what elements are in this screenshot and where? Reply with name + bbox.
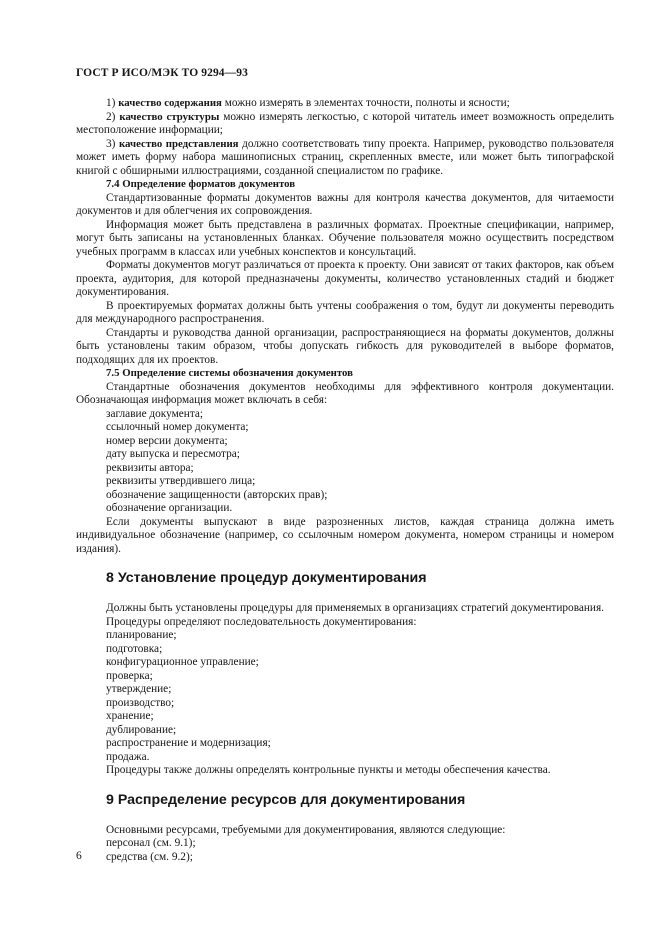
list-item: реквизиты автора; [106, 461, 194, 474]
section-title-9: 9 Распределение ресурсов для документирования [106, 791, 466, 808]
term: качество структуры [119, 110, 220, 123]
paragraph: Стандарты и руководства данной организации, распространяющиеся на форматы документов, должны быть установлены таким образом, чтобы допускать гибкость для руководителей в выборе форматов, подходящих для их проектов. [76, 326, 614, 366]
list-item: утверждение; [106, 683, 172, 695]
list-item: конфигурационное управление; [106, 656, 259, 668]
paragraph: Стандартизованные форматы документов важны для контроля качества документов, для читаемости документов и для облегчения их сопровождения. [76, 191, 614, 217]
list-item: средства (см. 9.2); [106, 850, 193, 863]
list-item: обозначение защищенности (авторских прав); [106, 488, 328, 501]
list-item: распространение и модернизация; [106, 737, 271, 749]
running-header: ГОСТ Р ИСО/МЭК ТО 9294—93 [76, 67, 248, 79]
paragraph: Процедуры также должны определять контрольные пункты и методы обеспечения качества. [106, 764, 551, 776]
term: качество представления [119, 137, 239, 150]
list-item: ссылочный номер документа; [106, 421, 249, 433]
section-title-8: 8 Установление процедур документирования [106, 570, 427, 586]
spacer [76, 778, 614, 792]
paragraph: Если документы выпускают в виде разрозненных листов, каждая страница должна иметь индивидуальное обозначение (например, со ссылочным номером документа, номером страницы и номером издания). [76, 515, 614, 555]
spacer [76, 556, 614, 570]
list-item: продажа. [106, 750, 150, 763]
spacer [76, 809, 614, 824]
paragraph: Форматы документов могут различаться от проекта к проекту. Они зависят от таких факторов, как объем проекта, аудитория, для которой предназначены документы, количество установленных стадий и бюджет документирования. [76, 259, 614, 298]
list-item-quality-structure: 2) качество структуры можно измерять легкостью, с которой читатель имеет возможность определить местоположение информации; [76, 110, 614, 136]
subsection-title-7-5: 7.5 Определение системы обозначения документов [106, 367, 354, 379]
spacer [76, 587, 614, 602]
paragraph: Процедуры определяют последовательность документирования: [106, 615, 417, 628]
subsection-title-7-4: 7.4 Определение форматов документов [106, 178, 296, 190]
list-item: заглавие документа; [106, 407, 204, 420]
page-body [76, 97, 614, 864]
list-item: планирование; [106, 629, 177, 641]
list-item-quality-content: 1) качество содержания можно измерять в элементах точности, полноты и ясности; [106, 97, 510, 109]
paragraph: Информация может быть представлена в различных форматах. Проектные спецификации, например, могут быть записаны на установленных бланках. Обучение пользователя можно осуществить посредством учебных программ в классах или учебных конспектов и консультаций. [76, 218, 614, 258]
list-item: обозначение организации. [106, 502, 233, 514]
list-item: дату выпуска и пересмотра; [106, 448, 240, 460]
page-number: 6 [76, 850, 82, 862]
list-item: хранение; [106, 710, 154, 722]
paragraph: Основными ресурсами, требуемыми для документирования, являются следующие: [106, 823, 506, 836]
list-item: реквизиты утвердившего лица; [106, 475, 256, 487]
list-item: дублирование; [106, 723, 177, 736]
paragraph: Должны быть установлены процедуры для применяемых в организациях стратегий документирования. [106, 602, 605, 614]
list-item: номер версии документа; [106, 434, 228, 447]
list-item-quality-presentation: 3) качество представления должно соответствовать типу проекта. Например, руководство пользователя может иметь форму набора машинописных страниц, скрепленных вместе, или может быть типографской книгой с обширными иллюстрациями, созданной специалистом по графике. [76, 137, 615, 177]
list-item: персонал (см. 9.1); [106, 837, 196, 849]
list-item: производство; [106, 696, 175, 709]
list-item: подготовка; [106, 642, 163, 655]
paragraph: Стандартные обозначения документов необходимы для эффективного контроля документации. Обозначающая информация может включать в себя: [76, 380, 614, 406]
paragraph: В проектируемых форматах должны быть учтены соображения о том, будут ли документы переводить для международного распространения. [76, 299, 614, 325]
list-item: проверка; [106, 669, 153, 682]
term: качество содержания [118, 97, 222, 109]
